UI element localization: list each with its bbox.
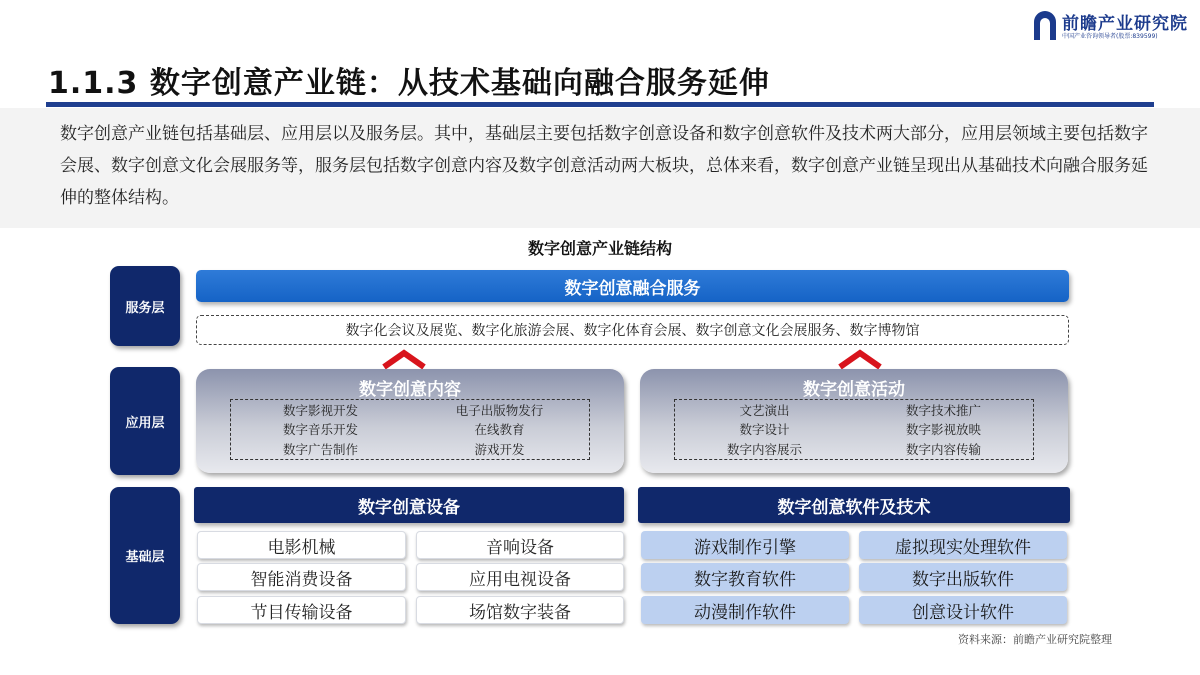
diagram-title: 数字创意产业链结构 — [527, 239, 672, 258]
equipment-cell: 场馆数字装备 — [416, 596, 624, 624]
list-item: 游戏开发 — [474, 442, 525, 458]
list-item: 数字影视开发 — [282, 402, 358, 418]
equipment-cell: 电影机械 — [197, 531, 406, 559]
list-item: 文艺演出 — [739, 402, 790, 418]
company-logo-icon — [1032, 10, 1058, 40]
layer-label-application: 应用层 — [110, 367, 180, 475]
logo-subtitle: 中国产业咨询领导者(股票:839599) — [1062, 33, 1158, 40]
source-note: 资料来源：前瞻产业研究院整理 — [958, 633, 1112, 646]
software-header: 数字创意软件及技术 — [638, 487, 1070, 523]
chevron-up-icon — [382, 349, 426, 369]
list-item: 数字设计 — [739, 422, 790, 438]
list-item: 数字音乐开发 — [282, 422, 358, 438]
software-cell: 游戏制作引擎 — [641, 531, 849, 559]
equipment-cell: 智能消费设备 — [197, 563, 406, 591]
intro-paragraph: 数字创意产业链包括基础层、应用层以及服务层。其中，基础层主要包括数字创意设备和数字创意软件及技术两大部分，应用层领域主要包括数字会展、数字创意文化会展服务等，服务层包括数字创意内容及数字创意活动两大板块，总体来看，数字创意产业链呈现出从基础技术向融合服务延伸的整体结构。 — [60, 124, 1148, 208]
list-item: 数字广告制作 — [282, 442, 358, 458]
software-cell: 创意设计软件 — [859, 596, 1067, 624]
content-panel — [196, 369, 624, 473]
software-cell: 动漫制作软件 — [641, 596, 849, 624]
list-item: 数字技术推广 — [905, 402, 981, 418]
title-divider — [46, 102, 1154, 107]
company-logo — [1032, 8, 1190, 42]
equipment-cell: 应用电视设备 — [416, 563, 624, 591]
list-item: 电子出版物发行 — [455, 402, 544, 418]
activity-items-box — [674, 399, 1034, 460]
logo-name: 前瞻产业研究院 — [1062, 14, 1188, 34]
list-item: 数字内容传输 — [905, 442, 981, 458]
chevron-up-icon — [838, 349, 882, 369]
content-items-box — [230, 399, 590, 460]
software-cell: 数字教育软件 — [641, 563, 849, 591]
list-item: 数字内容展示 — [726, 442, 802, 458]
equipment-cell: 音响设备 — [416, 531, 624, 559]
software-cell: 数字出版软件 — [859, 563, 1067, 591]
list-item: 数字影视放映 — [905, 422, 981, 438]
activity-panel — [640, 369, 1068, 473]
layer-label-service: 服务层 — [110, 266, 180, 346]
list-item: 在线教育 — [474, 422, 525, 438]
page-title: 1.1.3 数字创意产业链：从技术基础向融合服务延伸 — [48, 66, 770, 101]
equipment-header: 数字创意设备 — [194, 487, 624, 523]
software-cell: 虚拟现实处理软件 — [859, 531, 1067, 559]
equipment-cell: 节目传输设备 — [197, 596, 406, 624]
service-title-bar: 数字创意融合服务 — [196, 270, 1069, 302]
service-items: 数字化会议及展览、数字化旅游会展、数字化体育会展、数字创意文化会展服务、数字博物馆 — [196, 315, 1069, 345]
activity-panel-title: 数字创意活动 — [803, 380, 905, 400]
content-panel-title: 数字创意内容 — [359, 380, 461, 400]
layer-label-base: 基础层 — [110, 487, 180, 624]
